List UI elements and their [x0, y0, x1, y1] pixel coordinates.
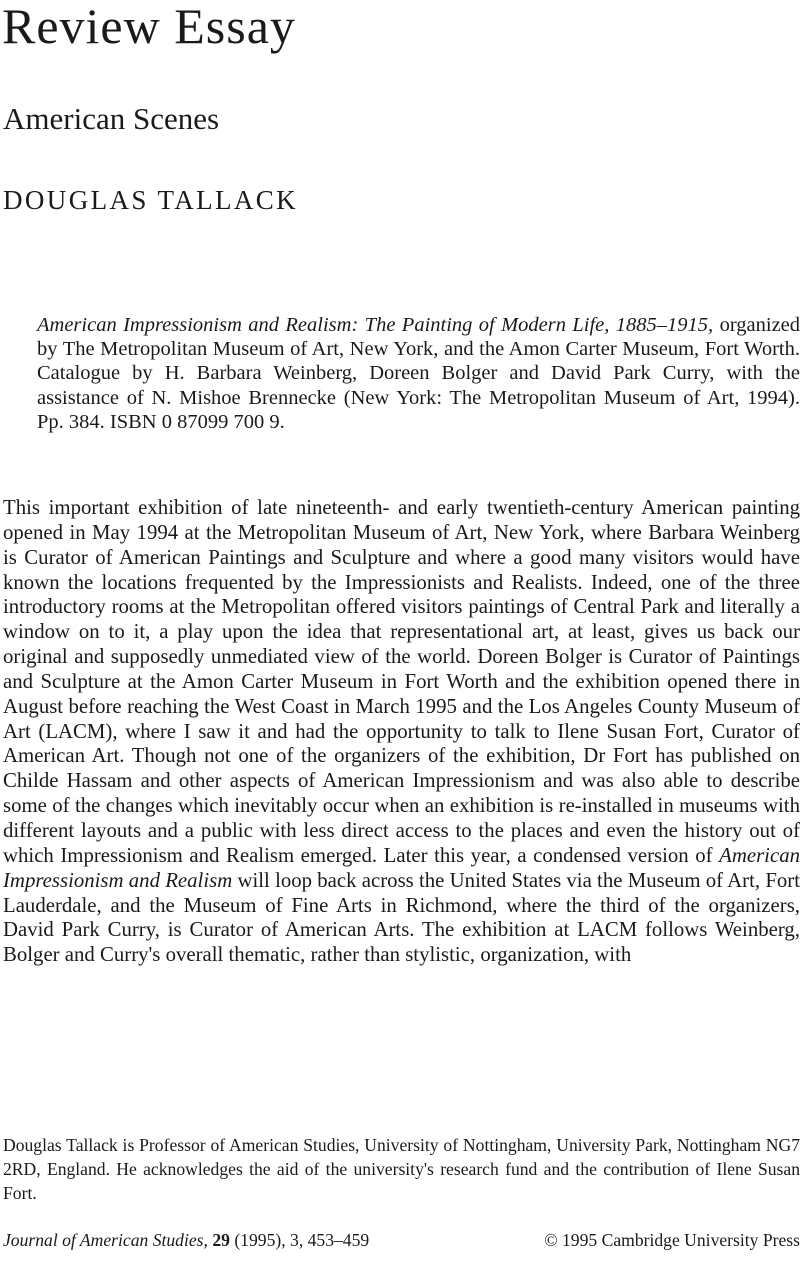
book-title: American Impressionism and Realism: The Painting of Modern Life, 1885–1915, [37, 314, 714, 336]
body-text-before: This important exhibition of late nineteenth- and early twentieth-century American painting opened in May 1994 at the Metropolitan Museum of Art, New York, where Barbara Weinberg is Curator of American Paintings and Sculpture and where a good many visitors would have known the locations frequented by the Impressionists and Realists. Indeed, one of the three introductory rooms at the Metropolitan offered visitors paintings of Central Park and literally a window on to it, a play upon the idea that representational art, at least, gives us back our original and supposedly unmediated view of the world. Doreen Bolger is Curator of Paintings and Sculpture at the Amon Carter Museum in Fort Worth and the exhibition opened there in August before reaching the West Coast in March 1995 and the Los Angeles County Museum of Art (LACM), where I saw it and had the opportunity to talk to Ilene Susan Fort, Curator of American Art. Though not one of the organizers of the exhibition, Dr Fort has published on Childe Hassam and other aspects of American Impressionism and was also able to describe some of the changes which inevitably occur when an exhibition is re-installed in museums with different layouts and a public with less direct access to the places and even the history out of which Impressionism and Realism emerged. Later this year, a condensed version of [3, 496, 800, 867]
journal-copyright: © 1995 Cambridge University Press [544, 1230, 800, 1250]
journal-name: Journal of American Studies, [3, 1230, 208, 1250]
journal-issue-pages: (1995), 3, 453–459 [234, 1230, 370, 1250]
journal-volume: 29 [212, 1230, 230, 1250]
body-italic-title: American Impressionism and Realism [3, 843, 800, 892]
body-paragraph [3, 496, 800, 968]
body-text-after: will loop back across the United States via the Museum of Art, Fort Lauderdale, and the Museum of Fine Arts in Richmond, where the third of the organizers, David Park Curry, is Curator of American Arts. The exhibition at LACM follows Weinberg, Bolger and Curry's overall thematic, rather than stylistic, organization, with [3, 868, 800, 967]
book-details: organized by The Metropolitan Museum of Art, New York, and the Amon Carter Museum, Fort Worth. Catalogue by H. Barbara Weinberg, Doreen Bolger and David Park Curry, with the assistance of N. Mishoe Brennecke (New York: The Metropolitan Museum of Art, 1994). Pp. 384. ISBN 0 87099 700 9. [37, 314, 800, 433]
book-citation [37, 313, 800, 434]
section-title: Review Essay [2, 0, 296, 54]
journal-footer [3, 1228, 800, 1252]
author-name: DOUGLAS TALLACK [3, 185, 299, 215]
author-footnote: Douglas Tallack is Professor of American Studies, University of Nottingham, University Park, Nottingham NG7 2RD, England. He acknowledges the aid of the university's research fund and the contribution of Ilene Susan Fort. [3, 1135, 800, 1203]
essay-title: American Scenes [3, 101, 220, 136]
